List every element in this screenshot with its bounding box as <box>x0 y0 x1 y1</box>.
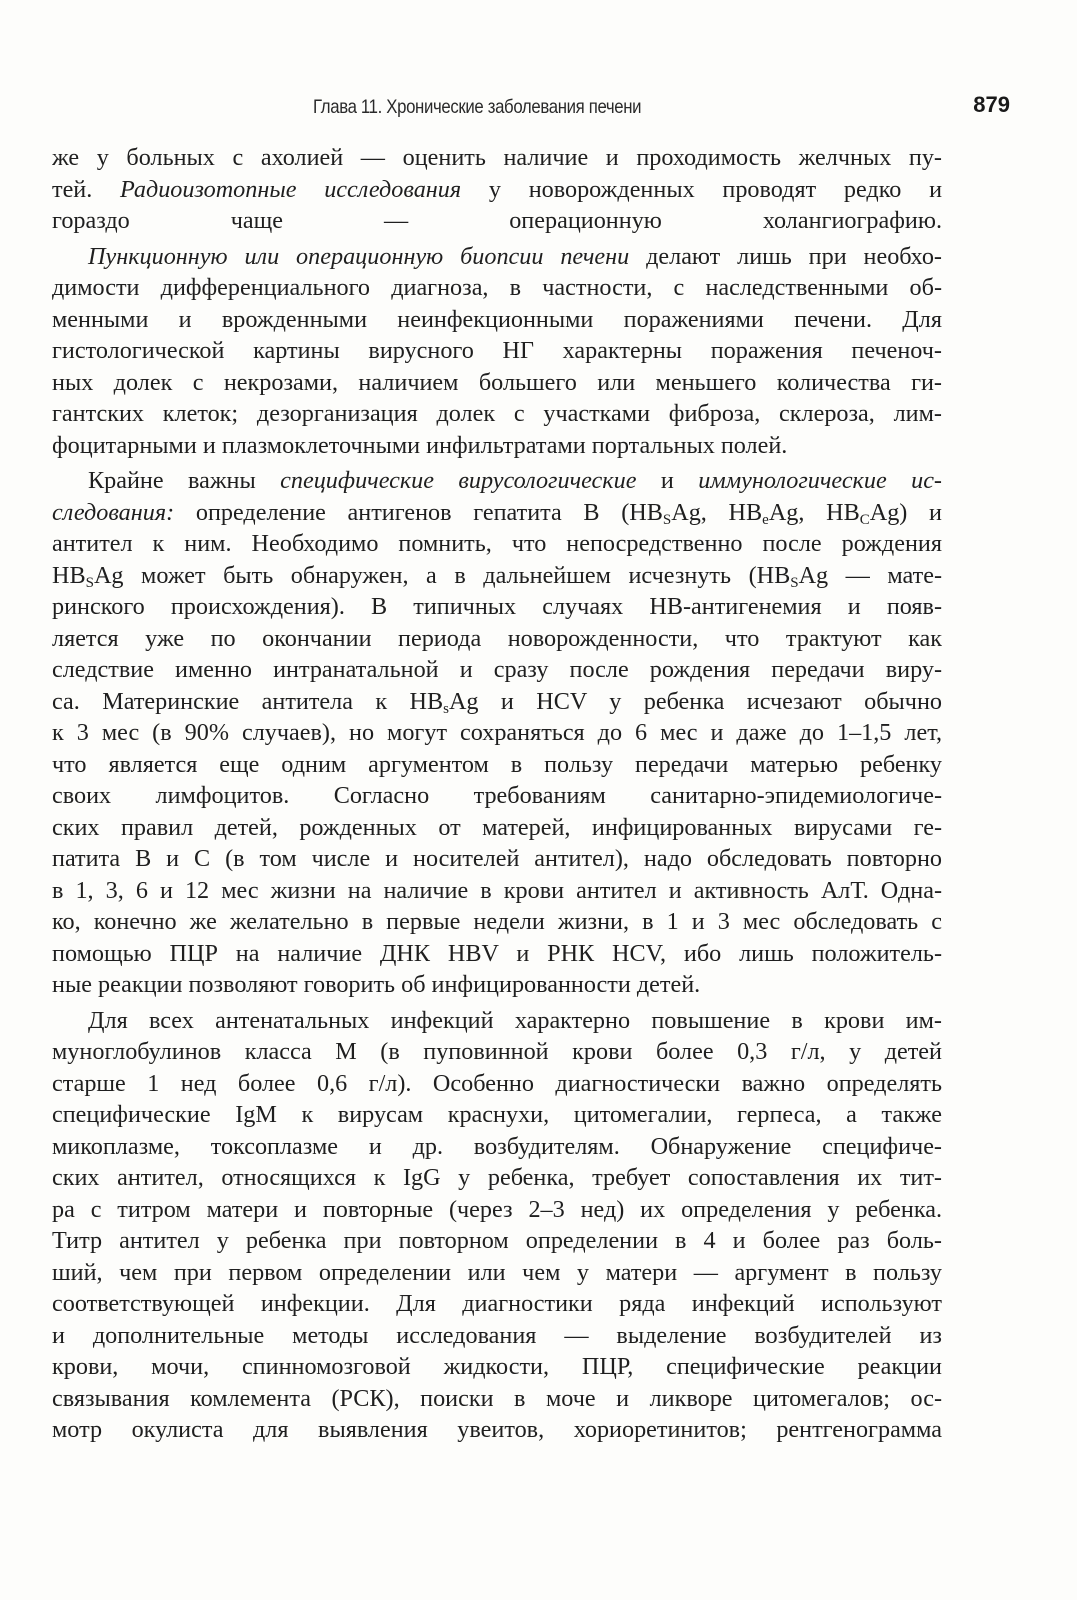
text-line <box>52 1257 942 1289</box>
text-line <box>52 1225 942 1257</box>
text-run: антител к ним. Необходимо помнить, что непосредственно после рождения <box>52 530 942 557</box>
subscript: e <box>762 511 769 528</box>
text-run: в 1, 3, 6 и 12 мес жизни на наличие в крови антител и активность АлТ. Одна- <box>52 876 942 904</box>
text-run: гистологической картины вирусного НГ характерны поражения печеноч- <box>52 337 942 364</box>
subscript: S <box>85 574 94 591</box>
text-run: ко, конечно же желательно в первые недели жизни, в 1 и 3 мес обследовать с <box>52 908 942 935</box>
text-line <box>52 560 942 592</box>
text-line <box>52 205 942 237</box>
text-line <box>52 843 942 875</box>
text-run: патита В и С (в том числе и носителей антител), надо обследовать повторно <box>52 845 942 872</box>
text-line <box>52 1162 942 1194</box>
text-run: HB <box>52 561 86 589</box>
subscript: S <box>662 511 672 528</box>
text-run: Для всех антенатальных инфекций характерно повышение в крови им- <box>88 1006 942 1034</box>
text-line <box>52 749 942 781</box>
text-run: же у больных с ахолией — оценить наличие и проходимость желчных пу- <box>52 144 942 171</box>
text-run: ные реакции позволяют говорить об инфицированности детей. <box>52 971 701 998</box>
text-run: ший, чем при первом определении или чем у матери — аргумент в пользу <box>52 1258 942 1286</box>
text-run: гантских клеток; дезорганизация долек с участками фиброза, склероза, лим- <box>52 400 942 427</box>
paragraph <box>52 465 942 1001</box>
text-run: Ag может быть обнаружен, а в дальнейшем исчезнуть (HB <box>93 561 791 589</box>
text-line <box>52 497 942 529</box>
text-line <box>52 1383 942 1415</box>
text-run: Ag — мате- <box>798 561 942 589</box>
text-line <box>52 398 942 430</box>
text-line <box>52 591 942 623</box>
text-line <box>52 304 942 336</box>
text-run: Крайне важны <box>88 467 281 494</box>
text-line <box>52 1131 942 1163</box>
text-line <box>52 1036 942 1068</box>
text-line <box>52 717 942 749</box>
text-line <box>52 623 942 655</box>
text-run: следствие именно интранатальной и сразу после рождения передачи виру- <box>52 656 942 683</box>
text-run: ляется уже по окончании периода новорожденности, что трактуют как <box>52 624 942 652</box>
text-line <box>52 335 942 367</box>
text-run: фоцитарными и плазмоклеточными инфильтратами портальных полей. <box>52 431 788 459</box>
text-line <box>52 1288 942 1320</box>
text-line <box>52 367 942 399</box>
paragraph <box>52 1005 942 1446</box>
text-line <box>52 654 942 686</box>
text-run: Ag и HCV у ребенка исчезают обычно <box>448 687 942 715</box>
text-line <box>52 528 942 560</box>
text-line <box>52 272 942 304</box>
subscript: S <box>790 574 799 591</box>
text-run: Ag) и <box>869 498 942 526</box>
text-run: ра с титром матери и повторные (через 2–3 нед) их определения у ребенка. <box>52 1195 942 1223</box>
text-line <box>52 1005 942 1037</box>
text-run: связывания комлемента (РСК), поиски в моче и ликворе цитомегалов; ос- <box>52 1384 942 1412</box>
text-run: Титр антител у ребенка при повторном определении в 4 и более раз боль- <box>52 1227 942 1254</box>
text-line <box>52 430 942 462</box>
text-run: соответствующей инфекции. Для диагностики ряда инфекций используют <box>52 1290 942 1317</box>
running-header <box>52 92 1032 126</box>
text-line <box>52 906 942 938</box>
italic-run: специфические вирусологические <box>280 467 637 494</box>
italic-run: иммунологические ис- <box>698 467 942 494</box>
text-line <box>52 875 942 907</box>
paragraph <box>52 241 942 462</box>
body-text <box>52 142 942 1446</box>
text-run: специфические IgM к вирусам краснухи, цитомегалии, герпеса, а также <box>52 1101 942 1128</box>
text-line <box>52 142 942 174</box>
page-number: 879 <box>973 92 1010 117</box>
text-line <box>52 1320 942 1352</box>
text-line <box>52 1099 942 1131</box>
text-run: своих лимфоцитов. Согласно требованиям санитарно-эпидемиологиче- <box>52 782 942 809</box>
italic-run: Радиоизотопные исследования <box>120 175 462 203</box>
text-run: ских правил детей, рожденных от матерей, инфицированных вирусами ге- <box>52 813 942 841</box>
text-run: муноглобулинов класса М (в пуповинной крови более 0,3 г/л, у детей <box>52 1038 942 1065</box>
text-line <box>52 1414 942 1446</box>
text-run: гораздо чаще — операционную холангиографию. <box>52 207 942 234</box>
text-run: ских антител, относящихся к IgG у ребенка, требует сопоставления их тит- <box>52 1164 942 1191</box>
paragraph <box>52 142 942 237</box>
chapter-title: Глава 11. Хронические заболевания печени <box>313 96 642 118</box>
text-line <box>52 1194 942 1226</box>
text-line <box>52 465 942 497</box>
text-run: к 3 мес (в 90% случаев), но могут сохраняться до 6 мес и даже до 1–1,5 лет, <box>52 719 942 746</box>
text-line <box>52 1068 942 1100</box>
text-run: ных долек с некрозами, наличием большего или меньшего количества ги- <box>52 368 942 396</box>
text-run: и дополнительные методы исследования — выделение возбудителей из <box>52 1321 942 1349</box>
text-run: тей. <box>52 175 121 203</box>
text-run: у новорожденных проводят редко и <box>461 175 942 203</box>
text-run: определение антигенов гепатита В (HB <box>174 498 663 526</box>
text-run: мотр окулиста для выявления увеитов, хориоретинитов; рентгенограмма <box>52 1416 942 1443</box>
italic-run: следования: <box>52 498 175 526</box>
text-run: делают лишь при необхо- <box>629 242 942 270</box>
subscript: s <box>443 700 449 717</box>
text-run: Ag, HB <box>671 498 763 526</box>
text-run: Ag, HB <box>768 498 860 526</box>
text-line <box>52 938 942 970</box>
text-line <box>52 969 942 1001</box>
text-line <box>52 686 942 718</box>
text-line <box>52 780 942 812</box>
subscript: C <box>859 511 870 528</box>
text-run: са. Материнские антитела к HB <box>52 687 444 715</box>
text-run: ринского происхождения). В типичных случаях HB-антигенемия и появ- <box>52 593 942 620</box>
text-run: димости дифференциального диагноза, в частности, с наследственными об- <box>52 274 942 301</box>
text-run: менными и врожденными неинфекционными поражениями печени. Для <box>52 305 942 333</box>
text-line <box>52 174 942 206</box>
text-run: помощью ПЦР на наличие ДНК HBV и РНК HCV, ибо лишь положитель- <box>52 939 942 967</box>
text-run: старше 1 нед более 0,6 г/л). Особенно диагностически важно определять <box>52 1069 942 1097</box>
text-line <box>52 241 942 273</box>
text-run: крови, мочи, спинномозговой жидкости, ПЦР, специфические реакции <box>52 1353 942 1380</box>
text-run: и <box>636 467 699 494</box>
italic-run: Пункционную или операционную биопсии печени <box>88 242 630 270</box>
text-line <box>52 1351 942 1383</box>
text-line <box>52 812 942 844</box>
text-run: что является еще одним аргументом в пользу передачи матерью ребенку <box>52 750 942 778</box>
text-run: микоплазме, токсоплазме и др. возбудителям. Обнаружение специфиче- <box>52 1132 942 1160</box>
